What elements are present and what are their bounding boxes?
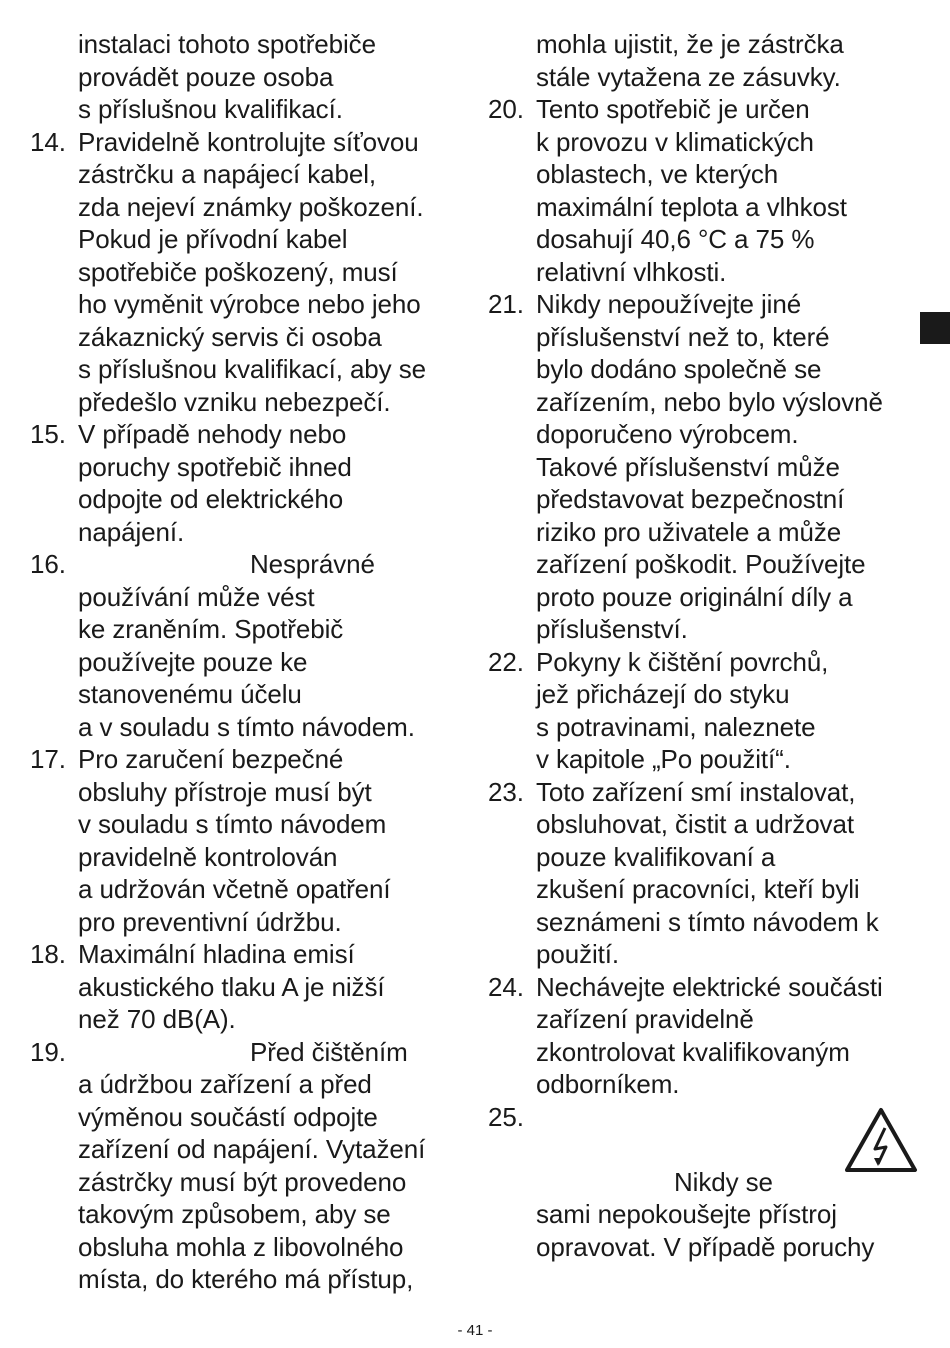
item-15-line: odpojte od elektrického	[78, 484, 344, 514]
item-20-line: oblastech, ve kterých	[536, 159, 779, 189]
item-17-line: pro preventivní údržbu.	[78, 906, 342, 937]
item-24-line: odborníkem.	[536, 1069, 680, 1099]
item-17-line: pravidelně kontrolován	[78, 841, 338, 872]
item-20-number: 20.	[488, 94, 524, 124]
item-13-line: instalaci tohoto spotřebiče	[78, 29, 376, 59]
item-14-number: 14.	[30, 126, 66, 157]
item-22-line: 22. Pokyny k čištění povrchů,	[488, 646, 829, 677]
item-20-line: k provozu v klimatických	[536, 126, 814, 157]
item-23-line: použití.	[536, 939, 620, 969]
item-20-line: dosahují 40,6 °C a 75 %	[536, 224, 815, 254]
item-19-line: zařízení od napájení. Vytažení	[78, 1134, 426, 1164]
item-19-line: zástrčky musí být provedeno	[78, 1166, 407, 1197]
section-tab-marker	[920, 312, 950, 344]
item-21-number: 21.	[488, 289, 524, 319]
item-20-line: maximální teplota a vlhkost	[536, 191, 847, 222]
item-23-line: obsluhovat, čistit a udržovat	[536, 809, 854, 839]
item-18-line: než 70 dB(A).	[78, 1004, 236, 1034]
item-15-line: 15. V případě nehody nebo	[30, 419, 347, 449]
item-25-number: 25.	[488, 1101, 524, 1132]
item-14-line: s příslušnou kvalifikací, aby se	[78, 354, 426, 384]
item-14-line: ho vyměnit výrobce nebo jeho	[78, 289, 421, 319]
item-16-line: používání může vést	[78, 581, 315, 612]
item-19-number: 19.	[30, 1036, 66, 1067]
item-19-line: obsluha mohla z libovolného	[78, 1231, 404, 1262]
item-24-number: 24.	[488, 971, 524, 1002]
item-13-line: s příslušnou kvalifikací.	[78, 94, 343, 124]
item-14-line: 14. Pravidelně kontrolujte síťovou	[30, 126, 419, 157]
item-21-line: 21. Nikdy nepoužívejte jiné	[488, 289, 802, 319]
item-16-line: 16. Nesprávné	[30, 549, 375, 579]
item-24-line: zkontrolovat kvalifikovaným	[536, 1036, 850, 1067]
item-19-line: výměnou součástí odpojte	[78, 1101, 378, 1132]
item-15-line: poruchy spotřebič ihned	[78, 451, 352, 482]
item-17-line: obsluhy přístroje musí být	[78, 776, 372, 807]
item-21-line: zařízením, nebo bylo výslovně	[536, 386, 883, 417]
item-25-line: opravovat. V případě poruchy	[536, 1231, 875, 1262]
item-14-line: spotřebiče poškozený, musí	[78, 256, 398, 287]
item-20-line: 20. Tento spotřebič je určen	[488, 94, 810, 124]
item-23-line: pouze kvalifikovaní a	[536, 841, 776, 872]
page-number: - 41 -	[457, 1322, 493, 1339]
item-16-line: a v souladu s tímto návodem.	[78, 711, 415, 742]
item-24-line: zařízení pravidelně	[536, 1004, 754, 1034]
item-19-line: a údržbou zařízení a před	[78, 1069, 372, 1099]
item-17-line: 17. Pro zaručení bezpečné	[30, 744, 344, 774]
item-21-line: bylo dodáno společně se	[536, 354, 822, 384]
item-13-line: provádět pouze osoba	[78, 61, 334, 92]
item-19-line: 19. Před čištěním	[30, 1036, 408, 1067]
item-23-number: 23.	[488, 776, 524, 807]
item-25-line: sami nepokoušejte přístroj	[536, 1199, 837, 1229]
item-17-line: a udržován včetně opatření	[78, 874, 391, 904]
item-25-line: Nikdy se	[674, 1166, 773, 1197]
item-18-line: akustického tlaku A je nižší	[78, 971, 385, 1002]
high-voltage-warning-icon	[843, 1106, 919, 1174]
item-18-line: 18. Maximální hladina emisí	[30, 939, 355, 969]
item-14-line: zákaznický servis či osoba	[78, 321, 382, 352]
item-21-line: příslušenství.	[536, 614, 688, 644]
item-21-line: riziko pro uživatele a může	[536, 516, 842, 547]
item-16-number: 16.	[30, 549, 66, 579]
item-14-line: Pokud je přívodní kabel	[78, 224, 348, 254]
item-23-line: 23. Toto zařízení smí instalovat,	[488, 776, 856, 807]
item-15-line: napájení.	[78, 516, 185, 547]
item-23-line: zkušení pracovníci, kteří byli	[536, 874, 860, 904]
item-21-line: příslušenství než to, které	[536, 321, 830, 352]
item-24-line: 24. Nechávejte elektrické součásti	[488, 971, 883, 1002]
item-16-line: ke zraněním. Spotřebič	[78, 614, 344, 644]
item-22-line: v kapitole „Po použití“.	[536, 744, 791, 774]
item-23-line: seznámeni s tímto návodem k	[536, 906, 879, 937]
item-21-line: představovat bezpečnostní	[536, 484, 845, 514]
item-22-number: 22.	[488, 646, 524, 677]
item-21-line: proto pouze originální díly a	[536, 581, 853, 612]
right-column	[488, 28, 920, 1263]
item-15-number: 15.	[30, 419, 66, 449]
item-22-line: s potravinami, naleznete	[536, 711, 816, 742]
item-14-line: zástrčku a napájecí kabel,	[78, 159, 377, 189]
left-column	[30, 28, 470, 1296]
item-22-line: jež přicházejí do styku	[536, 679, 790, 709]
item-20-line: relativní vlhkosti.	[536, 256, 727, 287]
item-14-line: předešlo vzniku nebezpečí.	[78, 386, 391, 417]
item-19-line: mohla ujistit, že je zástrčka	[536, 29, 844, 59]
item-19-line: takovým způsobem, aby se	[78, 1199, 391, 1229]
item-19-line: místa, do kterého má přístup,	[78, 1264, 414, 1294]
item-21-line: Takové příslušenství může	[536, 451, 840, 482]
item-21-line: zařízení poškodit. Používejte	[536, 549, 866, 579]
item-17-line: v souladu s tímto návodem	[78, 809, 387, 839]
item-21-line: doporučeno výrobcem.	[536, 419, 799, 449]
item-16-line: stanovenému účelu	[78, 679, 302, 709]
item-16-line: používejte pouze ke	[78, 646, 308, 677]
item-14-line: zda nejeví známky poškození.	[78, 191, 424, 222]
item-17-number: 17.	[30, 744, 66, 774]
item-19-line: stále vytažena ze zásuvky.	[536, 61, 841, 92]
item-18-number: 18.	[30, 939, 66, 969]
